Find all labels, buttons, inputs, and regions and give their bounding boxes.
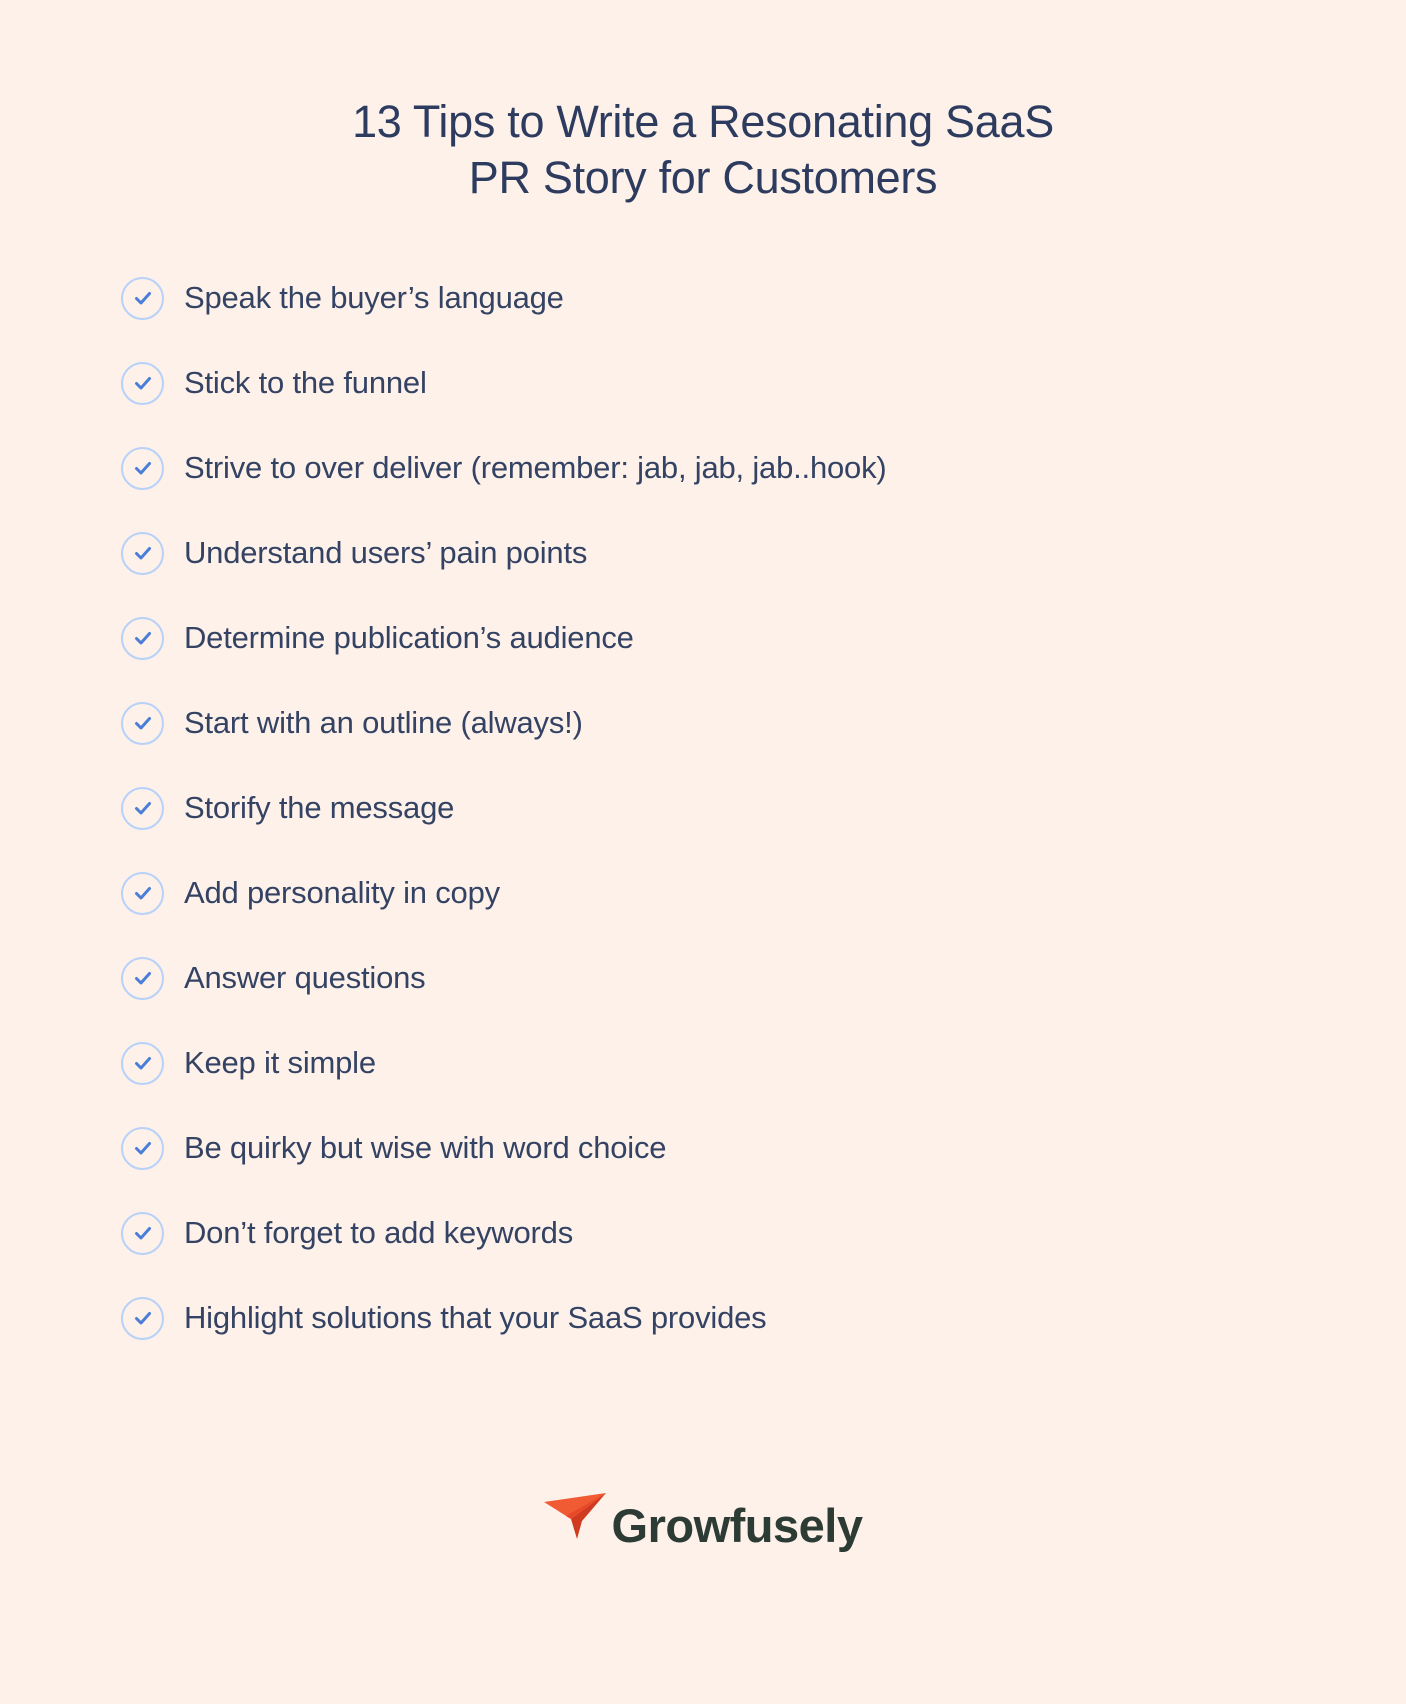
- check-circle-icon: [121, 447, 164, 490]
- list-item: [121, 1042, 1406, 1085]
- list-item: [121, 362, 1406, 405]
- check-circle-icon: [121, 702, 164, 745]
- list-item-label: Highlight solutions that your SaaS provides: [184, 1300, 767, 1335]
- list-item: [121, 787, 1406, 830]
- list-item-label: Understand users’ pain points: [184, 535, 588, 570]
- tips-checklist: [121, 277, 1406, 1340]
- check-circle-icon: [121, 617, 164, 660]
- check-circle-icon: [121, 277, 164, 320]
- list-item: [121, 702, 1406, 745]
- check-circle-icon: [121, 872, 164, 915]
- list-item-label: Be quirky but wise with word choice: [184, 1130, 667, 1165]
- list-item: [121, 872, 1406, 915]
- list-item: [121, 617, 1406, 660]
- list-item-label: Stick to the funnel: [184, 365, 427, 400]
- check-circle-icon: [121, 957, 164, 1000]
- list-item: [121, 1212, 1406, 1255]
- list-item-label: Storify the message: [184, 790, 455, 825]
- check-circle-icon: [121, 1042, 164, 1085]
- list-item: [121, 957, 1406, 1000]
- list-item-label: Keep it simple: [184, 1045, 376, 1080]
- check-circle-icon: [121, 787, 164, 830]
- list-item-label: Answer questions: [184, 960, 426, 995]
- list-item-label: Speak the buyer’s language: [184, 280, 564, 315]
- check-circle-icon: [121, 532, 164, 575]
- list-item: [121, 1127, 1406, 1170]
- list-item-label: Don’t forget to add keywords: [184, 1215, 573, 1250]
- brand-footer: [0, 1498, 1406, 1553]
- list-item: [121, 1297, 1406, 1340]
- page-title-line2: PR Story for Customers: [468, 152, 938, 204]
- check-circle-icon: [121, 362, 164, 405]
- list-item-label: Strive to over deliver (remember: jab, jab, jab..hook): [184, 450, 887, 485]
- check-circle-icon: [121, 1212, 164, 1255]
- list-item: [121, 532, 1406, 575]
- page-title-line1: 13 Tips to Write a Resonating SaaS: [352, 96, 1054, 147]
- paper-plane-icon: [544, 1491, 606, 1541]
- list-item: [121, 447, 1406, 490]
- list-item-label: Add personality in copy: [184, 875, 500, 910]
- list-item-label: Start with an outline (always!): [184, 705, 583, 740]
- check-circle-icon: [121, 1297, 164, 1340]
- check-circle-icon: [121, 1127, 164, 1170]
- logo-wordmark: Growfusely: [611, 1498, 863, 1552]
- list-item: [121, 277, 1406, 320]
- list-item-label: Determine publication’s audience: [184, 620, 634, 655]
- page-title: [0, 94, 1406, 207]
